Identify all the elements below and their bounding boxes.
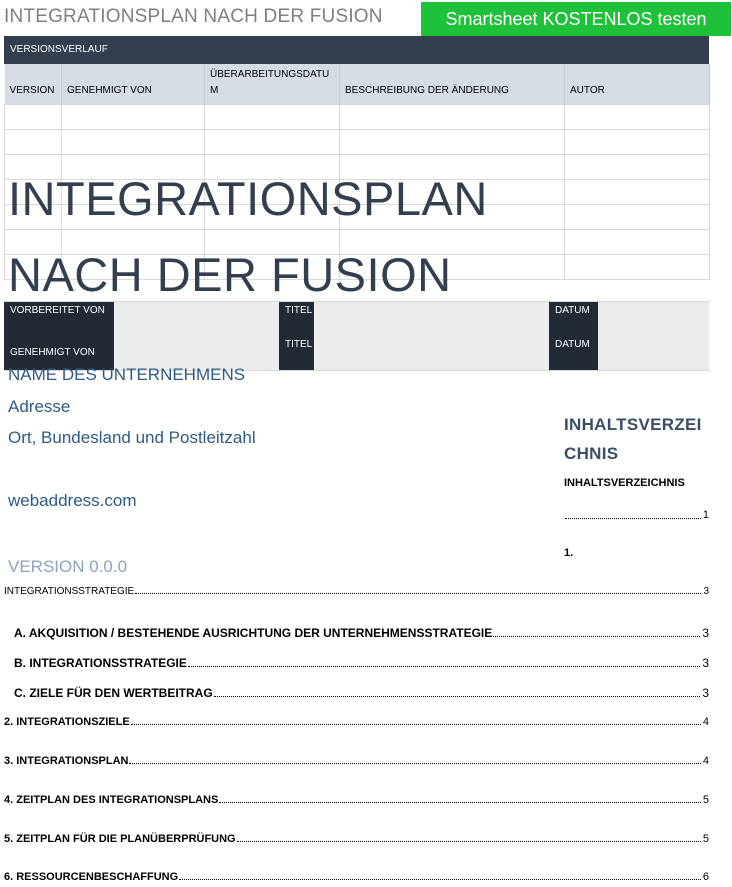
table-cell[interactable] [565, 255, 710, 280]
toc-entry[interactable] [4, 755, 709, 767]
table-row [5, 130, 710, 155]
version-history-title: VERSIONSVERLAUF [4, 36, 709, 64]
toc-leader-dots [219, 802, 701, 803]
toc-page-number: 3 [702, 626, 709, 640]
date-label: DATUM [549, 302, 598, 336]
table-cell[interactable] [62, 130, 205, 155]
column-header-version: VERSION [5, 64, 62, 105]
toc-leader-dots [131, 724, 701, 725]
toc-page-number: 4 [702, 716, 709, 728]
table-cell[interactable] [5, 105, 62, 130]
toc-entry[interactable] [4, 794, 709, 806]
table-cell[interactable] [565, 105, 710, 130]
approved-by-label: GENEHMIGT VON [4, 336, 114, 370]
table-cell[interactable] [5, 130, 62, 155]
table-cell[interactable] [565, 230, 710, 255]
toc-entry[interactable] [14, 626, 709, 640]
toc-entry-text: 6. RESSOURCENBESCHAFFUNG [4, 871, 179, 883]
toc-entry-toc[interactable] [564, 509, 709, 521]
toc-leader-dots [129, 763, 700, 764]
column-header-author: AUTOR [565, 64, 710, 105]
toc-leader-dots [214, 696, 701, 697]
cover-title-line-1: INTEGRATIONSPLAN [8, 172, 488, 225]
table-cell[interactable] [205, 130, 340, 155]
toc-entry[interactable] [14, 656, 709, 670]
toc-entry-text: A. AKQUISITION / BESTEHENDE AUSRICHTUNG DER UNTERNEHMENSSTRATEGIE [14, 626, 493, 640]
toc-heading: INHALTSVERZEICHNIS [564, 415, 702, 463]
prepared-by-label: VORBEREITET VON [4, 302, 114, 336]
toc-leader-dots [135, 593, 701, 594]
toc-entry[interactable] [4, 716, 709, 728]
toc-entry-text: B. INTEGRATIONSSTRATEGIE [14, 656, 187, 670]
title-label: TITEL [279, 302, 314, 336]
try-smartsheet-button[interactable]: Smartsheet KOSTENLOS testen [421, 2, 731, 36]
toc-page-number: 5 [702, 833, 709, 845]
toc-page-number: 1 [702, 509, 709, 521]
table-cell[interactable] [62, 105, 205, 130]
table-cell[interactable] [565, 205, 710, 230]
toc-page-number: 3 [703, 586, 709, 597]
title-label: TITEL [279, 336, 314, 370]
prepared-by-row [4, 301, 709, 337]
cover-title-line-2: NACH DER FUSION [8, 248, 452, 301]
table-cell[interactable] [340, 105, 565, 130]
toc-entry-text: 5. ZEITPLAN FÜR DIE PLANÜBERPRÜFUNG [4, 833, 236, 845]
toc-entry-text: C. ZIELE FÜR DEN WERTBEITRAG [14, 686, 213, 700]
document-version: VERSION 0.0.0 [8, 557, 128, 576]
toc-entry[interactable] [14, 686, 709, 700]
company-website: webaddress.com [8, 491, 137, 510]
toc-entry-text: 2. INTEGRATIONSZIELE [4, 716, 130, 728]
toc-leader-dots [493, 636, 700, 637]
table-row [5, 105, 710, 130]
date-label: DATUM [549, 336, 598, 370]
table-cell[interactable] [340, 130, 565, 155]
table-cell[interactable] [565, 155, 710, 180]
table-cell[interactable] [565, 130, 710, 155]
toc-leader-dots [237, 841, 701, 842]
toc-section-number: 1. [564, 547, 574, 559]
toc-entry-text: INTEGRATIONSSTRATEGIE [4, 586, 135, 597]
toc-entry-text: 3. INTEGRATIONSPLAN [4, 755, 129, 767]
column-header-approved-by: GENEHMIGT VON [62, 64, 205, 105]
toc-page-number: 3 [702, 656, 709, 670]
table-cell[interactable] [565, 180, 710, 205]
company-name: NAME DES UNTERNEHMENS [8, 365, 246, 384]
toc-page-number: 4 [702, 755, 709, 767]
toc-page-number: 5 [702, 794, 709, 806]
toc-leader-dots [188, 666, 700, 667]
company-city: Ort, Bundesland und Postleitzahl [8, 428, 256, 447]
toc-entry[interactable] [4, 586, 709, 597]
document-title: INTEGRATIONSPLAN NACH DER FUSION [4, 6, 383, 27]
company-address: Adresse [8, 397, 71, 416]
toc-leader-dots [565, 509, 701, 519]
table-cell[interactable] [205, 105, 340, 130]
toc-entry[interactable] [4, 833, 709, 845]
toc-subheading: INHALTSVERZEICHNIS [564, 477, 685, 489]
toc-entry[interactable] [4, 871, 709, 883]
column-header-change-description: BESCHREIBUNG DER ÄNDERUNG [340, 64, 565, 105]
toc-page-number: 3 [702, 686, 709, 700]
toc-page-number: 6 [702, 871, 709, 883]
toc-entry-text: 4. ZEITPLAN DES INTEGRATIONSPLANS [4, 794, 219, 806]
column-header-revision-date: ÜBERARBEITUNGSDATUM [205, 64, 340, 105]
toc-leader-dots [179, 879, 701, 880]
